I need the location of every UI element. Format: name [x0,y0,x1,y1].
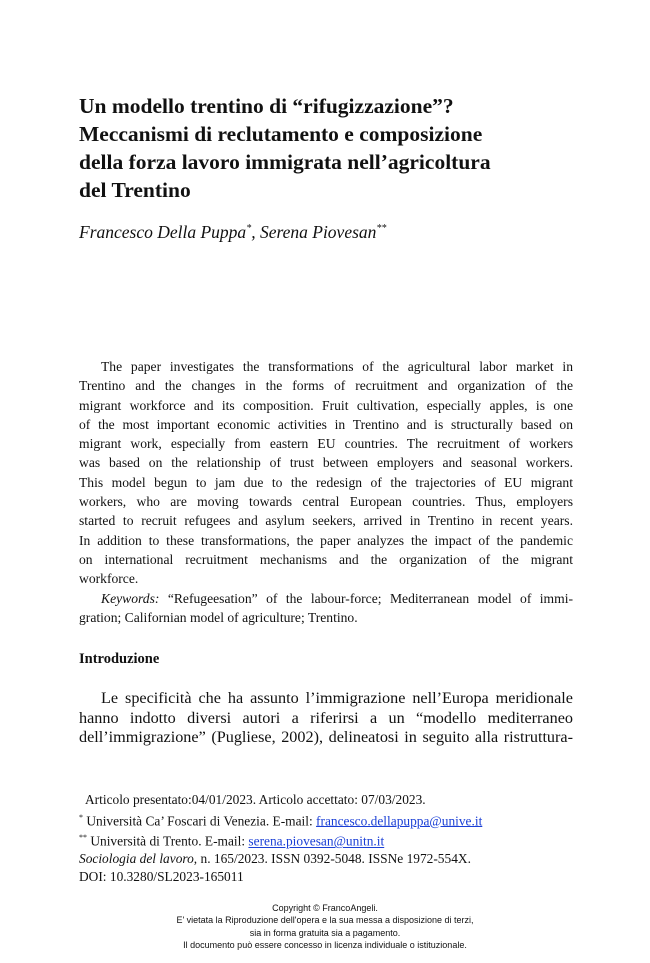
body-line: dell’immigrazione” (Pugliese, 2002), delineatosi in seguito alla ristruttura- [79,728,573,746]
author-separator: , [251,222,260,242]
copyright-line: sia in forma gratuita sia a pagamento. [249,927,401,938]
doi: DOI: 10.3280/SL2023-165011 [79,868,244,884]
footnote-marker: ** [376,223,387,235]
abstract-line: of the most important economic activities in Trentino and is structurally based on [79,416,573,432]
copyright-line: Copyright © FrancoAngeli. [272,903,378,913]
abstract-line: migrant work, especially from eastern EU countries. The recruitment of workers [79,436,573,452]
article-title [79,92,579,204]
submission-dates: Articolo presentato:04/01/2023. Articolo accettato: 07/03/2023. [85,792,426,807]
title-line: Meccanismi di reclutamento e composizione [79,122,483,146]
intro-paragraph [79,689,573,748]
section-heading: Introduzione [79,651,160,667]
email-link[interactable]: serena.piovesan@unitn.it [248,833,385,849]
footnotes [79,791,573,885]
abstract-line: was based on the relationship of trust between employers and seasonal workers. [79,455,573,471]
footnote-marker: * [246,223,252,235]
author-name: Francesco Della Puppa [79,222,247,242]
keywords-label: Keywords: [101,590,160,606]
abstract-line: The paper investigates the transformations of the agricultural labor market in [101,359,573,374]
abstract-line: on international recruitment mechanisms and the organization of the migrant [79,551,573,567]
title-line: della forza lavoro immigrata nell’agricoltura [79,150,491,174]
footnote-marker: ** [79,833,87,843]
abstract-line: workers, who are moving towards central European countries. Thus, employers [79,494,573,510]
body-line: hanno indotto diversi autori a riferirsi a un “modello mediterraneo [79,708,573,727]
title-line: del Trentino [79,178,191,202]
abstract [79,357,573,627]
affiliation-text: Università di Trento. E-mail: [87,833,249,849]
journal-name: Sociologia del lavoro [79,851,194,867]
abstract-line: workforce. [79,571,139,587]
abstract-line: migrant workforce and its composition. Fruit cultivation, especially apples, is one [79,397,573,413]
body-line: Le specificità che ha assunto l’immigrazione nell’Europa meridionale [101,689,573,707]
copyright-notice [0,902,650,951]
affiliation-note [79,809,573,830]
keywords-line [79,589,573,608]
abstract-line: Trentino and the changes in the forms of recruitment and organization of the [79,378,573,394]
footnote-marker: * [79,812,83,822]
abstract-line: started to recruit refugees and asylum seekers, arrived in Trentino in recent years. [79,513,573,529]
journal-issue: , n. 165/2023. ISSN 0392-5048. ISSNe 1972-554X. [193,851,471,867]
author-name: Serena Piovesan [259,222,377,242]
copyright-line: Il documento può essere concesso in licenza individuale o istituzionale. [183,939,467,950]
email-link[interactable]: francesco.dellapuppa@unive.it [316,812,483,828]
keywords-text: “Refugeesation” of the labour-force; Mediterranean model of immi- [159,590,573,606]
affiliation-note [79,829,573,850]
copyright-line: E' vietata la Riproduzione dell'opera e la sua messa a disposizione di terzi, [176,915,474,926]
keywords-line: gration; Californian model of agriculture; Trentino. [79,609,358,625]
affiliation-text: Università Ca’ Foscari di Venezia. E-mail: [83,812,317,828]
journal-citation [79,850,573,868]
title-line: Un modello trentino di “rifugizzazione”? [79,94,454,118]
abstract-line: This model begun to jam due to the redesign of the trajectories of EU migrant [79,474,573,490]
abstract-line: In addition to these transformations, the paper analyzes the impact of the pandemic [79,532,573,548]
author-list [79,222,386,243]
